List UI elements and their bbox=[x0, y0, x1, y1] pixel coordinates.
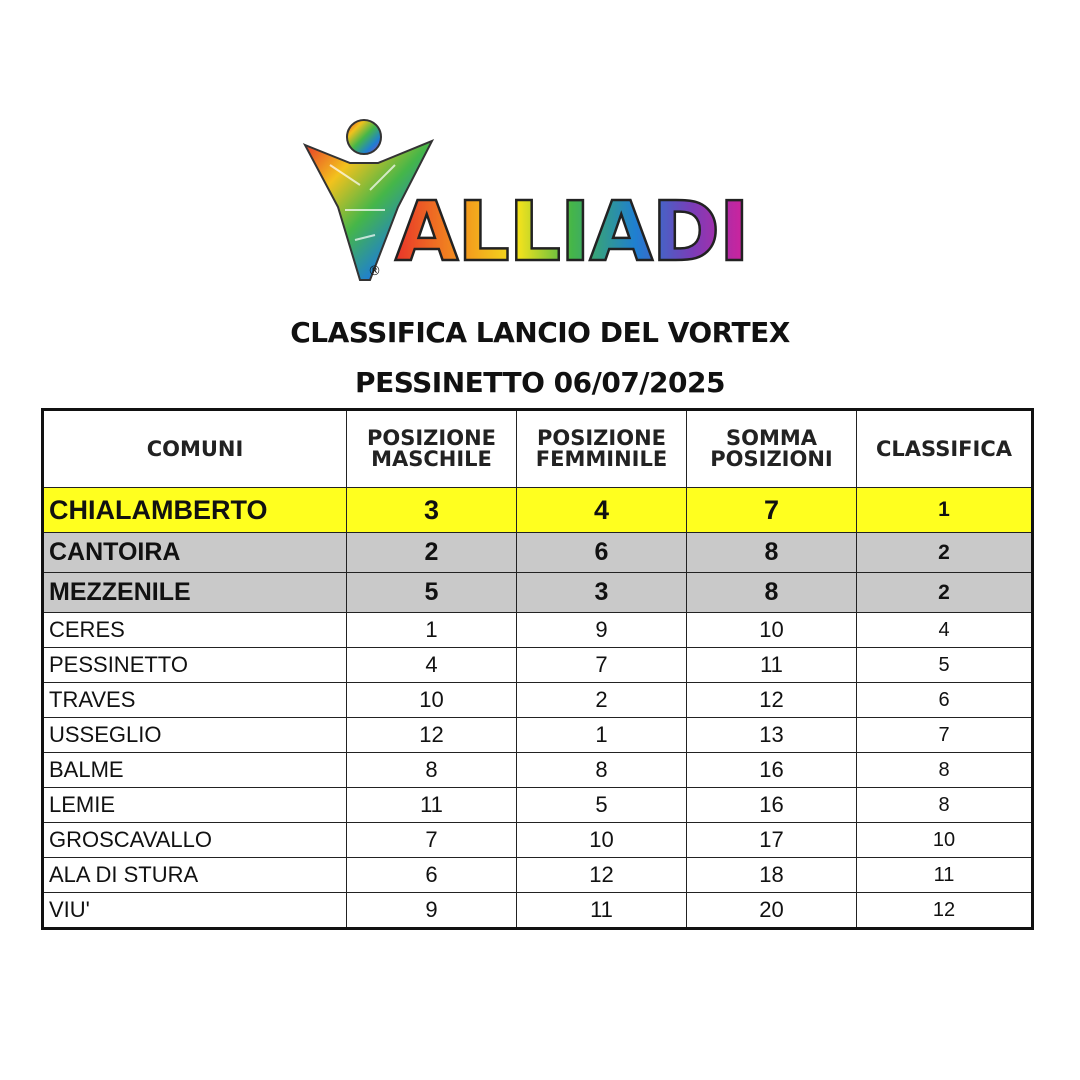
header-pos-f-line1: POSIZIONE bbox=[537, 426, 666, 450]
header-row bbox=[43, 410, 1033, 488]
cell-somma: 10 bbox=[687, 613, 857, 648]
cell-comune: TRAVES bbox=[43, 683, 347, 718]
cell-femminile: 4 bbox=[517, 488, 687, 533]
cell-classifica: 6 bbox=[857, 683, 1033, 718]
table-row bbox=[43, 753, 1033, 788]
cell-comune: MEZZENILE bbox=[43, 573, 347, 613]
table-row bbox=[43, 788, 1033, 823]
logo-wordmark: ALLIADI bbox=[395, 185, 749, 280]
header-somma-line2: POSIZIONI bbox=[710, 447, 833, 471]
table-row bbox=[43, 533, 1033, 573]
header-classifica: CLASSIFICA bbox=[857, 410, 1033, 488]
valliadi-logo bbox=[300, 115, 770, 295]
cell-comune: VIU' bbox=[43, 893, 347, 929]
cell-classifica: 1 bbox=[857, 488, 1033, 533]
cell-maschile: 12 bbox=[347, 718, 517, 753]
cell-femminile: 5 bbox=[517, 788, 687, 823]
cell-classifica: 10 bbox=[857, 823, 1033, 858]
cell-classifica: 12 bbox=[857, 893, 1033, 929]
cell-maschile: 6 bbox=[347, 858, 517, 893]
cell-classifica: 2 bbox=[857, 533, 1033, 573]
cell-maschile: 1 bbox=[347, 613, 517, 648]
registered-mark: ® bbox=[368, 264, 381, 279]
cell-femminile: 2 bbox=[517, 683, 687, 718]
table-row bbox=[43, 893, 1033, 929]
cell-somma: 16 bbox=[687, 753, 857, 788]
cell-somma: 11 bbox=[687, 648, 857, 683]
header-comuni: COMUNI bbox=[43, 410, 347, 488]
cell-femminile: 1 bbox=[517, 718, 687, 753]
table-row bbox=[43, 648, 1033, 683]
cell-femminile: 11 bbox=[517, 893, 687, 929]
cell-comune: CERES bbox=[43, 613, 347, 648]
cell-classifica: 8 bbox=[857, 788, 1033, 823]
cell-maschile: 2 bbox=[347, 533, 517, 573]
cell-femminile: 12 bbox=[517, 858, 687, 893]
cell-classifica: 2 bbox=[857, 573, 1033, 613]
cell-femminile: 10 bbox=[517, 823, 687, 858]
cell-femminile: 3 bbox=[517, 573, 687, 613]
cell-maschile: 4 bbox=[347, 648, 517, 683]
cell-comune: USSEGLIO bbox=[43, 718, 347, 753]
cell-classifica: 8 bbox=[857, 753, 1033, 788]
header-pos-f-line2: FEMMINILE bbox=[535, 447, 668, 471]
cell-somma: 13 bbox=[687, 718, 857, 753]
cell-maschile: 7 bbox=[347, 823, 517, 858]
header-pos-m-line1: POSIZIONE bbox=[367, 426, 496, 450]
header-somma-posizioni bbox=[687, 410, 857, 488]
cell-somma: 20 bbox=[687, 893, 857, 929]
table-row bbox=[43, 858, 1033, 893]
cell-somma: 8 bbox=[687, 533, 857, 573]
cell-classifica: 11 bbox=[857, 858, 1033, 893]
title-line-1: CLASSIFICA LANCIO DEL VORTEX bbox=[290, 316, 790, 349]
cell-somma: 7 bbox=[687, 488, 857, 533]
header-pos-m-line2: MASCHILE bbox=[371, 447, 492, 471]
table-row bbox=[43, 613, 1033, 648]
cell-comune: BALME bbox=[43, 753, 347, 788]
table-row bbox=[43, 683, 1033, 718]
cell-comune: PESSINETTO bbox=[43, 648, 347, 683]
cell-somma: 8 bbox=[687, 573, 857, 613]
table-row bbox=[43, 823, 1033, 858]
cell-femminile: 7 bbox=[517, 648, 687, 683]
title-line-2: PESSINETTO 06/07/2025 bbox=[355, 366, 725, 399]
cell-somma: 18 bbox=[687, 858, 857, 893]
cell-somma: 12 bbox=[687, 683, 857, 718]
cell-classifica: 7 bbox=[857, 718, 1033, 753]
logo-figure-head bbox=[347, 120, 381, 154]
table-row bbox=[43, 718, 1033, 753]
cell-maschile: 10 bbox=[347, 683, 517, 718]
cell-maschile: 5 bbox=[347, 573, 517, 613]
header-somma-line1: SOMMA bbox=[725, 426, 818, 450]
table-row bbox=[43, 573, 1033, 613]
cell-comune: GROSCAVALLO bbox=[43, 823, 347, 858]
cell-femminile: 9 bbox=[517, 613, 687, 648]
cell-comune: LEMIE bbox=[43, 788, 347, 823]
header-posizione-maschile bbox=[347, 410, 517, 488]
cell-classifica: 5 bbox=[857, 648, 1033, 683]
standings-table bbox=[41, 408, 1034, 930]
cell-femminile: 6 bbox=[517, 533, 687, 573]
cell-somma: 17 bbox=[687, 823, 857, 858]
header-posizione-femminile bbox=[517, 410, 687, 488]
cell-comune: CHIALAMBERTO bbox=[43, 488, 347, 533]
table-row bbox=[43, 488, 1033, 533]
cell-maschile: 11 bbox=[347, 788, 517, 823]
cell-maschile: 3 bbox=[347, 488, 517, 533]
cell-maschile: 9 bbox=[347, 893, 517, 929]
cell-maschile: 8 bbox=[347, 753, 517, 788]
cell-classifica: 4 bbox=[857, 613, 1033, 648]
cell-somma: 16 bbox=[687, 788, 857, 823]
cell-comune: CANTOIRA bbox=[43, 533, 347, 573]
cell-femminile: 8 bbox=[517, 753, 687, 788]
cell-comune: ALA DI STURA bbox=[43, 858, 347, 893]
